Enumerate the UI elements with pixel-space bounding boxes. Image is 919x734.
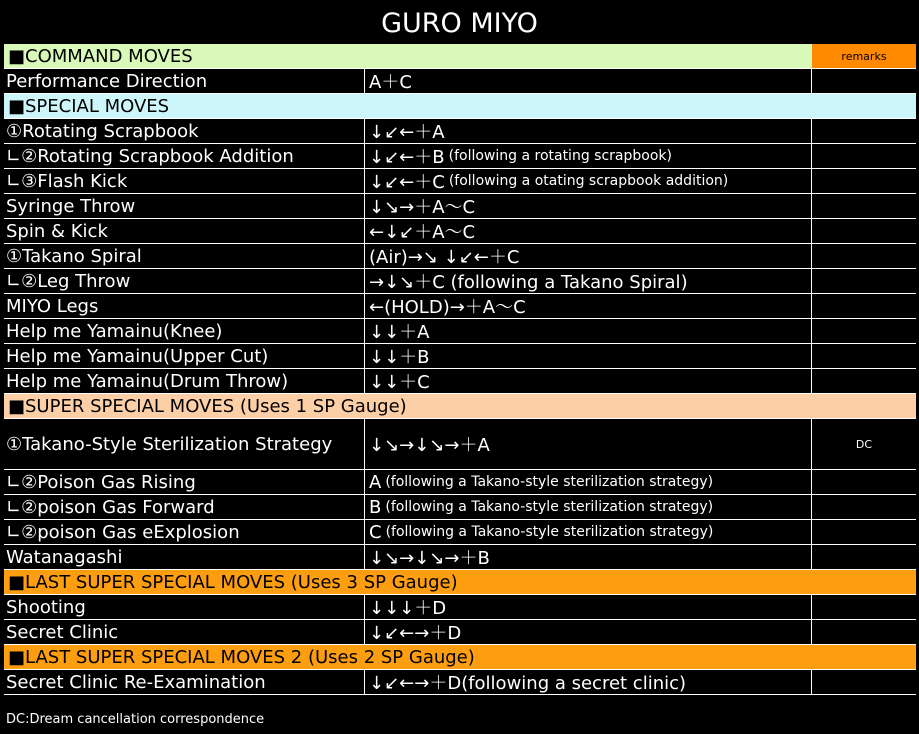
command-input: ↓↘→↓↘→＋A <box>369 435 490 456</box>
move-remark <box>812 219 916 243</box>
move-remark <box>812 244 916 268</box>
move-command <box>365 495 812 519</box>
move-row <box>4 69 916 94</box>
move-command <box>365 319 812 343</box>
command-note: (following a Takano-style sterilization strategy) <box>385 499 714 515</box>
move-name: ①Rotating Scrapbook <box>4 119 365 143</box>
command-input: ↓↓＋B <box>369 347 430 368</box>
move-name: Secret Clinic Re-Examination <box>4 670 365 694</box>
move-remark <box>812 620 916 644</box>
move-row <box>4 344 916 369</box>
command-input: A <box>369 471 382 493</box>
move-command <box>365 244 812 268</box>
move-command <box>365 369 812 393</box>
move-command <box>365 69 812 93</box>
move-name: Watanagashi <box>4 545 365 569</box>
move-remark <box>812 670 916 694</box>
move-command <box>365 470 812 494</box>
command-input: (Air)→↘ ↓↙←＋C <box>369 247 520 268</box>
move-command <box>365 219 812 243</box>
move-remark <box>812 169 916 193</box>
move-row <box>4 319 916 344</box>
command-input: A＋C <box>369 72 412 93</box>
move-row <box>4 545 916 570</box>
section-header <box>4 394 916 419</box>
move-command <box>365 419 812 469</box>
move-command <box>365 520 812 544</box>
move-remark <box>812 319 916 343</box>
command-input: ←↓↙＋A～C <box>369 222 476 243</box>
command-note: (following a Takano-style sterilization strategy) <box>385 524 714 540</box>
move-name: Help me Yamainu(Upper Cut) <box>4 344 365 368</box>
move-name: Help me Yamainu(Drum Throw) <box>4 369 365 393</box>
move-row <box>4 620 916 645</box>
command-input: B <box>369 496 382 518</box>
move-remark <box>812 520 916 544</box>
section-title: ■COMMAND MOVES <box>8 45 193 67</box>
move-name: ∟②Poison Gas Rising <box>4 470 365 494</box>
move-row <box>4 244 916 269</box>
move-name: Secret Clinic <box>4 620 365 644</box>
section-title: ■SPECIAL MOVES <box>8 95 170 117</box>
move-name: ∟②poison Gas Forward <box>4 495 365 519</box>
section-title: ■LAST SUPER SPECIAL MOVES 2 (Uses 2 SP Gauge) <box>8 646 475 668</box>
move-row <box>4 520 916 545</box>
move-remark <box>812 595 916 619</box>
move-name: Performance Direction <box>4 69 365 93</box>
command-input: ↓↙←→＋D <box>369 623 462 644</box>
move-remark <box>812 495 916 519</box>
command-input: ↓↘→＋A～C <box>369 197 476 218</box>
move-name: ∟③Flash Kick <box>4 169 365 193</box>
move-row <box>4 495 916 520</box>
page-title: GURO MIYO <box>381 8 538 39</box>
move-row <box>4 294 916 319</box>
move-name: Syringe Throw <box>4 194 365 218</box>
command-input: →↓↘＋C (following a Takano Spiral) <box>369 272 688 293</box>
move-command <box>365 670 812 694</box>
move-row <box>4 119 916 144</box>
move-row <box>4 169 916 194</box>
move-remark <box>812 545 916 569</box>
move-command <box>365 344 812 368</box>
move-name: MIYO Legs <box>4 294 365 318</box>
move-row <box>4 219 916 244</box>
move-row <box>4 269 916 294</box>
move-remark <box>812 119 916 143</box>
move-list-table <box>4 44 916 695</box>
remarks-header: remarks <box>812 44 916 68</box>
move-remark <box>812 269 916 293</box>
move-name: ∟②Rotating Scrapbook Addition <box>4 144 365 168</box>
command-input: ↓↓＋C <box>369 372 430 393</box>
move-command <box>365 545 812 569</box>
move-row <box>4 470 916 495</box>
move-command <box>365 620 812 644</box>
command-note: (following a Takano-style sterilization strategy) <box>385 474 714 490</box>
command-input: ↓↙←＋C <box>369 172 445 193</box>
move-command <box>365 269 812 293</box>
move-command <box>365 294 812 318</box>
move-name: ∟②Leg Throw <box>4 269 365 293</box>
command-input: ↓↘→↓↘→＋B <box>369 548 490 569</box>
move-name: Help me Yamainu(Knee) <box>4 319 365 343</box>
move-row <box>4 144 916 169</box>
section-title: ■LAST SUPER SPECIAL MOVES (Uses 3 SP Gauge) <box>8 571 458 593</box>
command-input: ↓↙←＋A <box>369 122 445 143</box>
section-title: ■SUPER SPECIAL MOVES (Uses 1 SP Gauge) <box>8 395 407 417</box>
section-header <box>4 570 916 595</box>
move-name: ∟②poison Gas eExplosion <box>4 520 365 544</box>
move-command <box>365 194 812 218</box>
move-command <box>365 119 812 143</box>
move-remark <box>812 369 916 393</box>
section-header <box>4 44 916 69</box>
move-name: Shooting <box>4 595 365 619</box>
command-input: ↓↓＋A <box>369 322 430 343</box>
move-name: ①Takano Spiral <box>4 244 365 268</box>
move-name: Spin & Kick <box>4 219 365 243</box>
move-command <box>365 169 812 193</box>
move-name: ①Takano-Style Sterilization Strategy <box>4 419 365 469</box>
move-row <box>4 419 916 470</box>
move-command <box>365 595 812 619</box>
move-remark <box>812 144 916 168</box>
move-remark <box>812 470 916 494</box>
command-input: C <box>369 521 382 543</box>
command-input: ↓↙←＋B <box>369 147 445 168</box>
command-input: ←(HOLD)→＋A～C <box>369 297 526 318</box>
section-header <box>4 645 916 670</box>
footer-note: DC:Dream cancellation correspondence <box>6 712 265 727</box>
move-remark <box>812 344 916 368</box>
move-remark <box>812 294 916 318</box>
command-input: ↓↙←→＋D(following a secret clinic) <box>369 673 687 694</box>
move-row <box>4 595 916 620</box>
command-note: (following a rotating scrapbook) <box>448 148 672 164</box>
command-note: (following a otating scrapbook addition) <box>448 173 729 189</box>
move-row <box>4 369 916 394</box>
move-row <box>4 670 916 695</box>
move-remark <box>812 69 916 93</box>
section-header <box>4 94 916 119</box>
move-remark <box>812 194 916 218</box>
move-remark: DC <box>855 437 873 451</box>
move-row <box>4 194 916 219</box>
command-input: ↓↓↓＋D <box>369 598 447 619</box>
move-command <box>365 144 812 168</box>
